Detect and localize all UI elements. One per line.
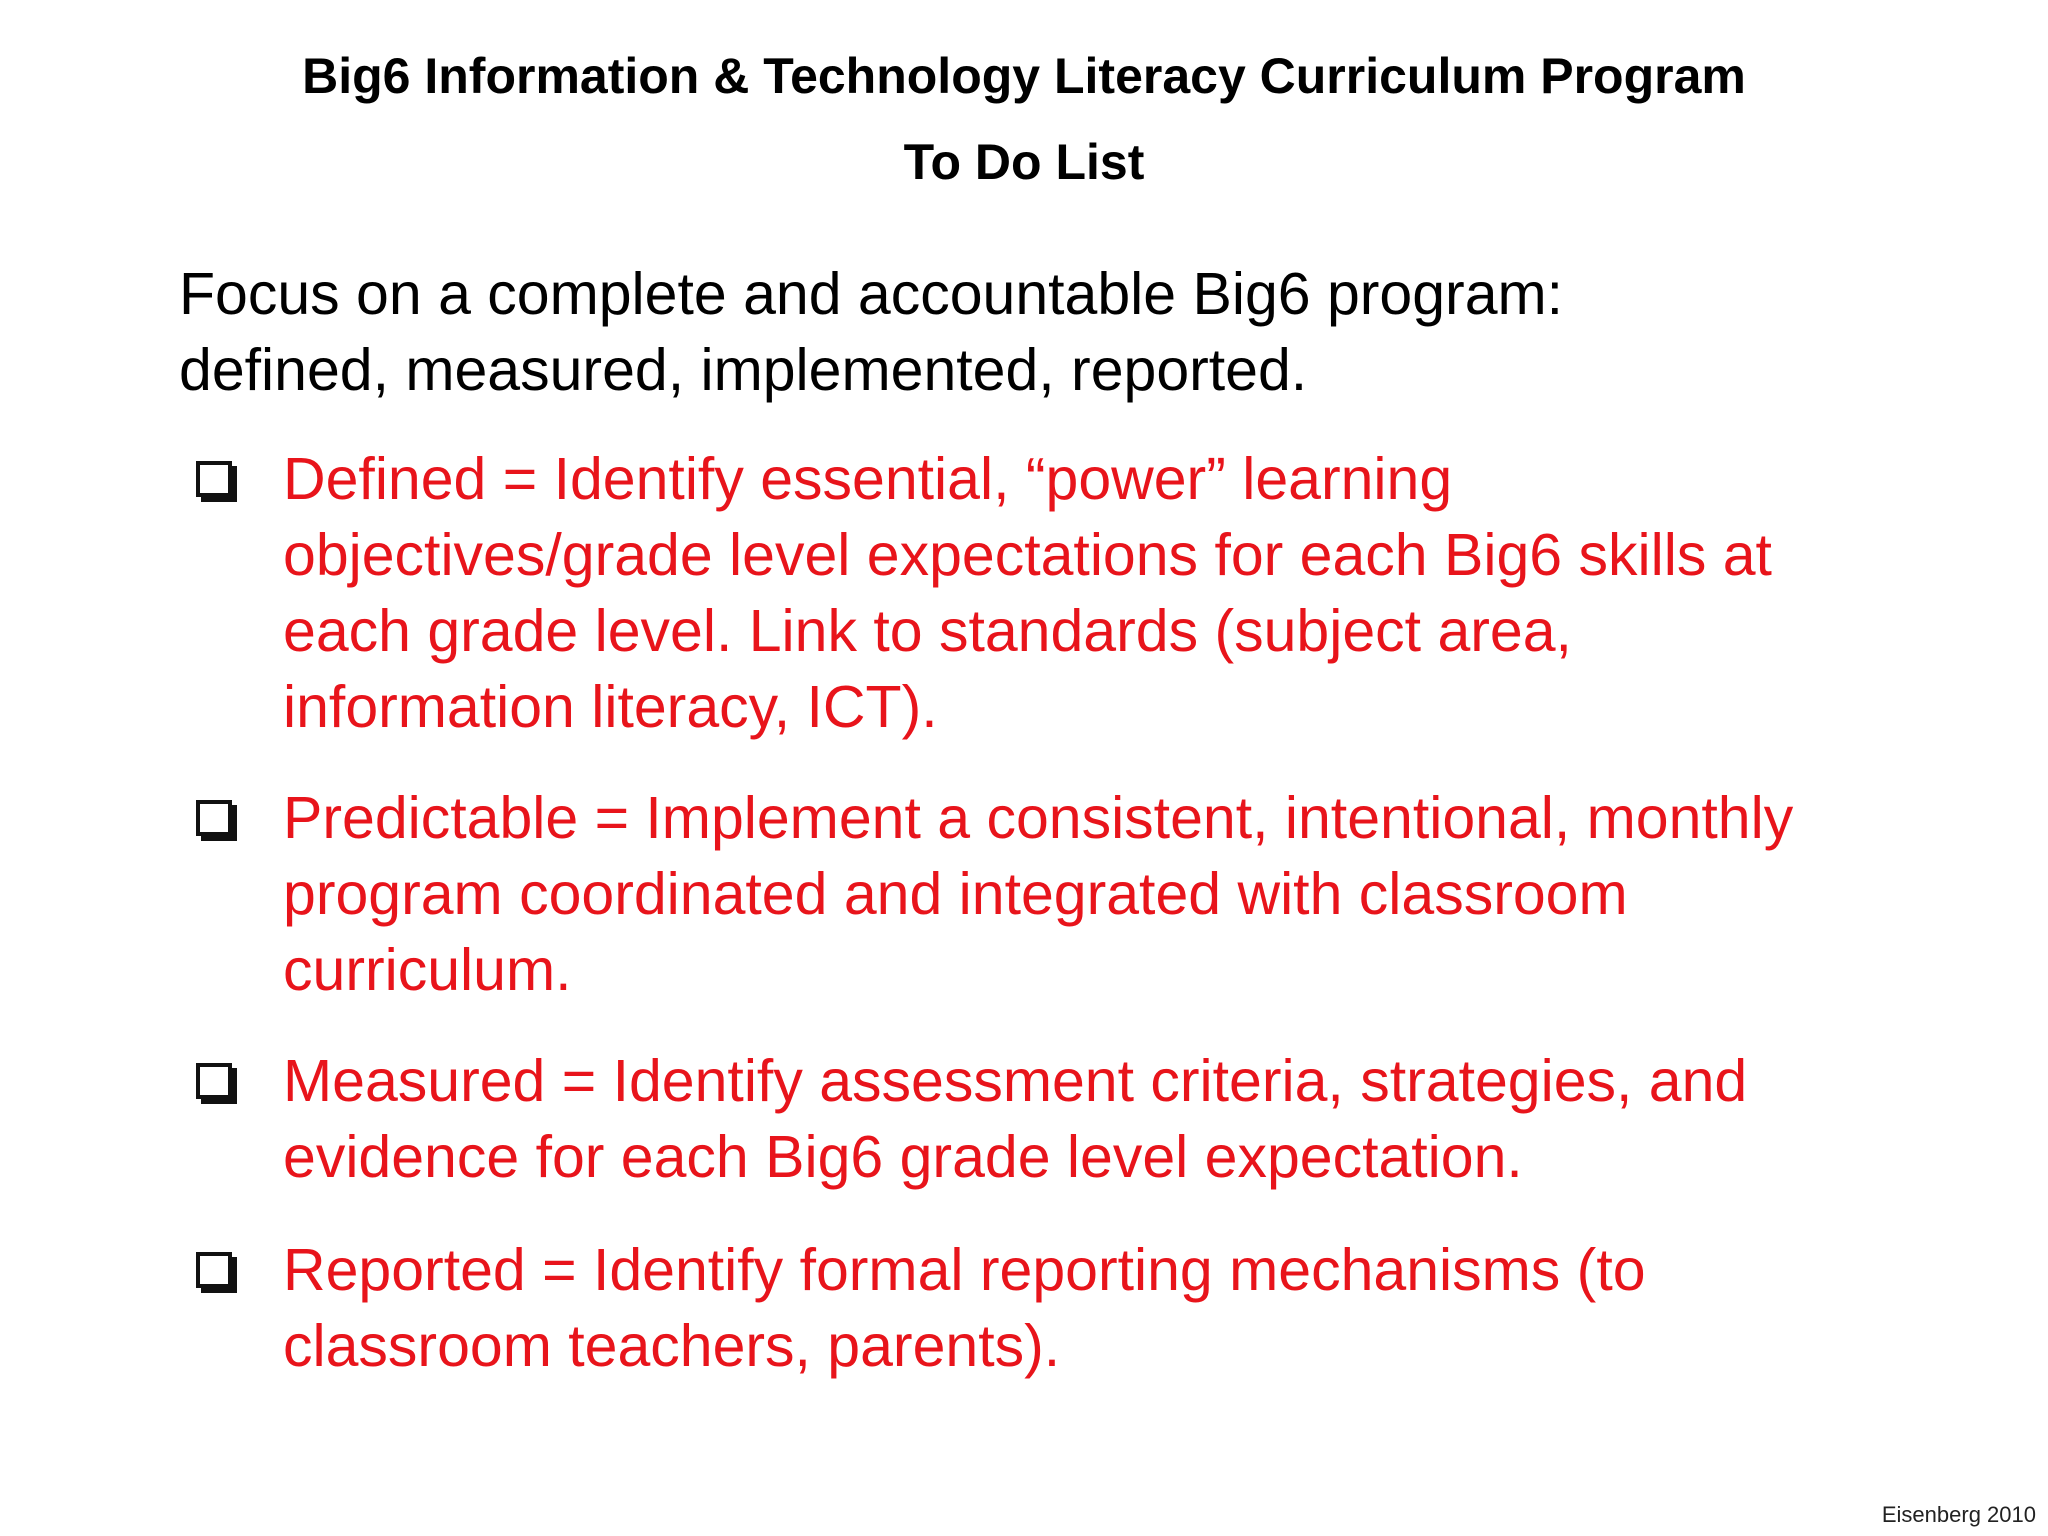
checklist-item-text: [283, 1043, 1903, 1195]
author-credit: Eisenberg 2010: [1881, 1502, 2036, 1527]
checklist-item-line: Defined = Identify essential, “power” learning: [283, 446, 1453, 512]
checklist-item-line: information literacy, ICT).: [283, 674, 938, 740]
intro-line: defined, measured, implemented, reported.: [179, 337, 1308, 403]
checklist-item-line: Reported = Identify formal reporting mechanisms (to: [283, 1237, 1646, 1303]
page-title: Big6 Information & Technology Literacy Curriculum Program: [302, 48, 1746, 104]
checklist-item-line: each grade level. Link to standards (subject area,: [283, 598, 1572, 664]
checklist-item-line: evidence for each Big6 grade level expectation.: [283, 1124, 1523, 1190]
checkbox-unchecked-icon: [196, 1252, 232, 1288]
checklist-item-text: [283, 1232, 1903, 1384]
checkbox-unchecked-icon: [196, 800, 232, 836]
checklist-item-line: classroom teachers, parents).: [283, 1313, 1061, 1379]
intro-line: Focus on a complete and accountable Big6 program:: [179, 261, 1564, 327]
checklist-item-line: Measured = Identify assessment criteria, strategies, and: [283, 1048, 1748, 1114]
checkbox-unchecked-icon: [196, 461, 232, 497]
checklist-item-text: [283, 780, 1903, 1008]
checklist-item-line: Predictable = Implement a consistent, intentional, monthly: [283, 785, 1794, 851]
checklist-item-line: objectives/grade level expectations for each Big6 skills at: [283, 522, 1772, 588]
checklist-item-line: curriculum.: [283, 937, 572, 1003]
checklist-item-text: [283, 441, 1903, 745]
page-subtitle: To Do List: [903, 134, 1145, 190]
checklist-item-line: program coordinated and integrated with classroom: [283, 861, 1628, 927]
checkbox-unchecked-icon: [196, 1063, 232, 1099]
